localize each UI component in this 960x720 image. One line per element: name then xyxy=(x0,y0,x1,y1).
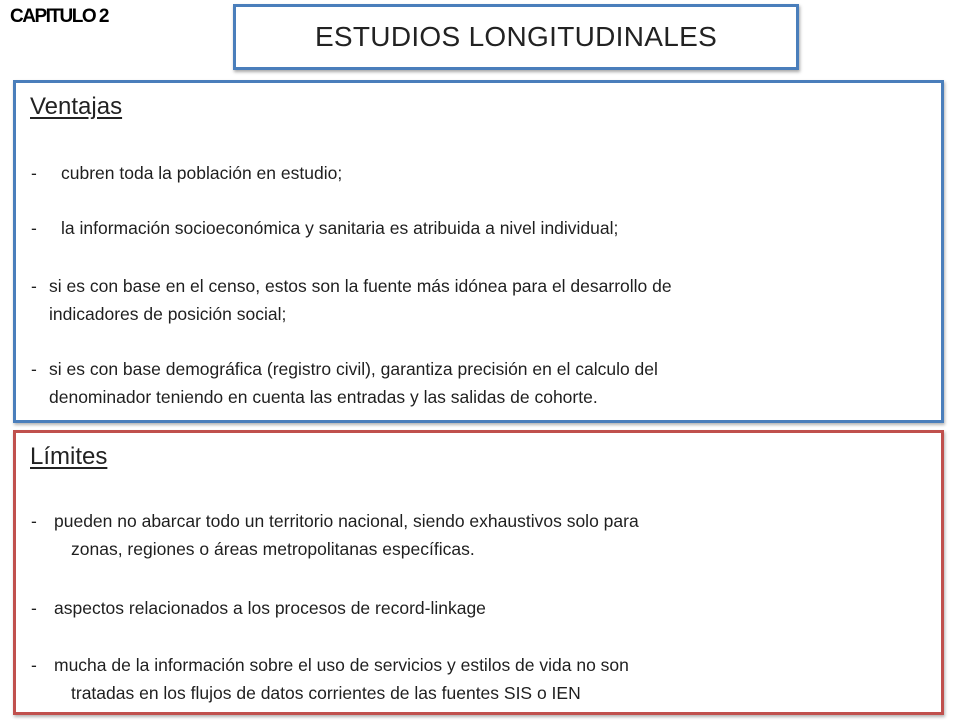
item-line: zonas, regiones o áreas metropolitanas específicas. xyxy=(71,539,475,559)
item-line: si es con base demográfica (registro civil), garantiza precisión en el calculo del xyxy=(49,359,658,379)
ventajas-heading: Ventajas xyxy=(30,93,123,120)
bullet-dash: - xyxy=(31,163,37,183)
ventajas-item xyxy=(31,159,342,187)
bullet-dash: - xyxy=(31,359,37,379)
item-line: denominador teniendo en cuenta las entradas y las salidas de cohorte. xyxy=(49,387,598,407)
limites-item xyxy=(31,507,639,563)
chapter-label: CAPITULO 2 xyxy=(10,6,108,27)
title-box xyxy=(233,4,799,70)
ventajas-panel xyxy=(13,80,944,423)
limites-item xyxy=(31,594,486,622)
limites-heading: Límites xyxy=(30,443,108,470)
item-line: indicadores de posición social; xyxy=(49,304,287,324)
bullet-dash: - xyxy=(31,218,37,238)
ventajas-item xyxy=(31,272,672,328)
limites-panel xyxy=(13,430,944,715)
ventajas-item xyxy=(31,214,618,242)
item-line: aspectos relacionados a los procesos de record-linkage xyxy=(54,598,486,618)
limites-item xyxy=(31,651,629,707)
item-line: tratadas en los flujos de datos corrientes de las fuentes SIS o IEN xyxy=(71,683,581,703)
item-line: mucha de la información sobre el uso de servicios y estilos de vida no son xyxy=(54,655,629,675)
ventajas-item xyxy=(31,355,658,411)
page-title: ESTUDIOS LONGITUDINALES xyxy=(314,21,718,52)
bullet-dash: - xyxy=(31,598,37,618)
item-line: pueden no abarcar todo un territorio nacional, siendo exhaustivos solo para xyxy=(54,511,639,531)
item-line: cubren toda la población en estudio; xyxy=(61,163,343,183)
bullet-dash: - xyxy=(31,511,37,531)
bullet-dash: - xyxy=(31,276,37,296)
item-line: si es con base en el censo, estos son la fuente más idónea para el desarrollo de xyxy=(49,276,672,296)
item-line: la información socioeconómica y sanitaria es atribuida a nivel individual; xyxy=(61,218,619,238)
bullet-dash: - xyxy=(31,655,37,675)
